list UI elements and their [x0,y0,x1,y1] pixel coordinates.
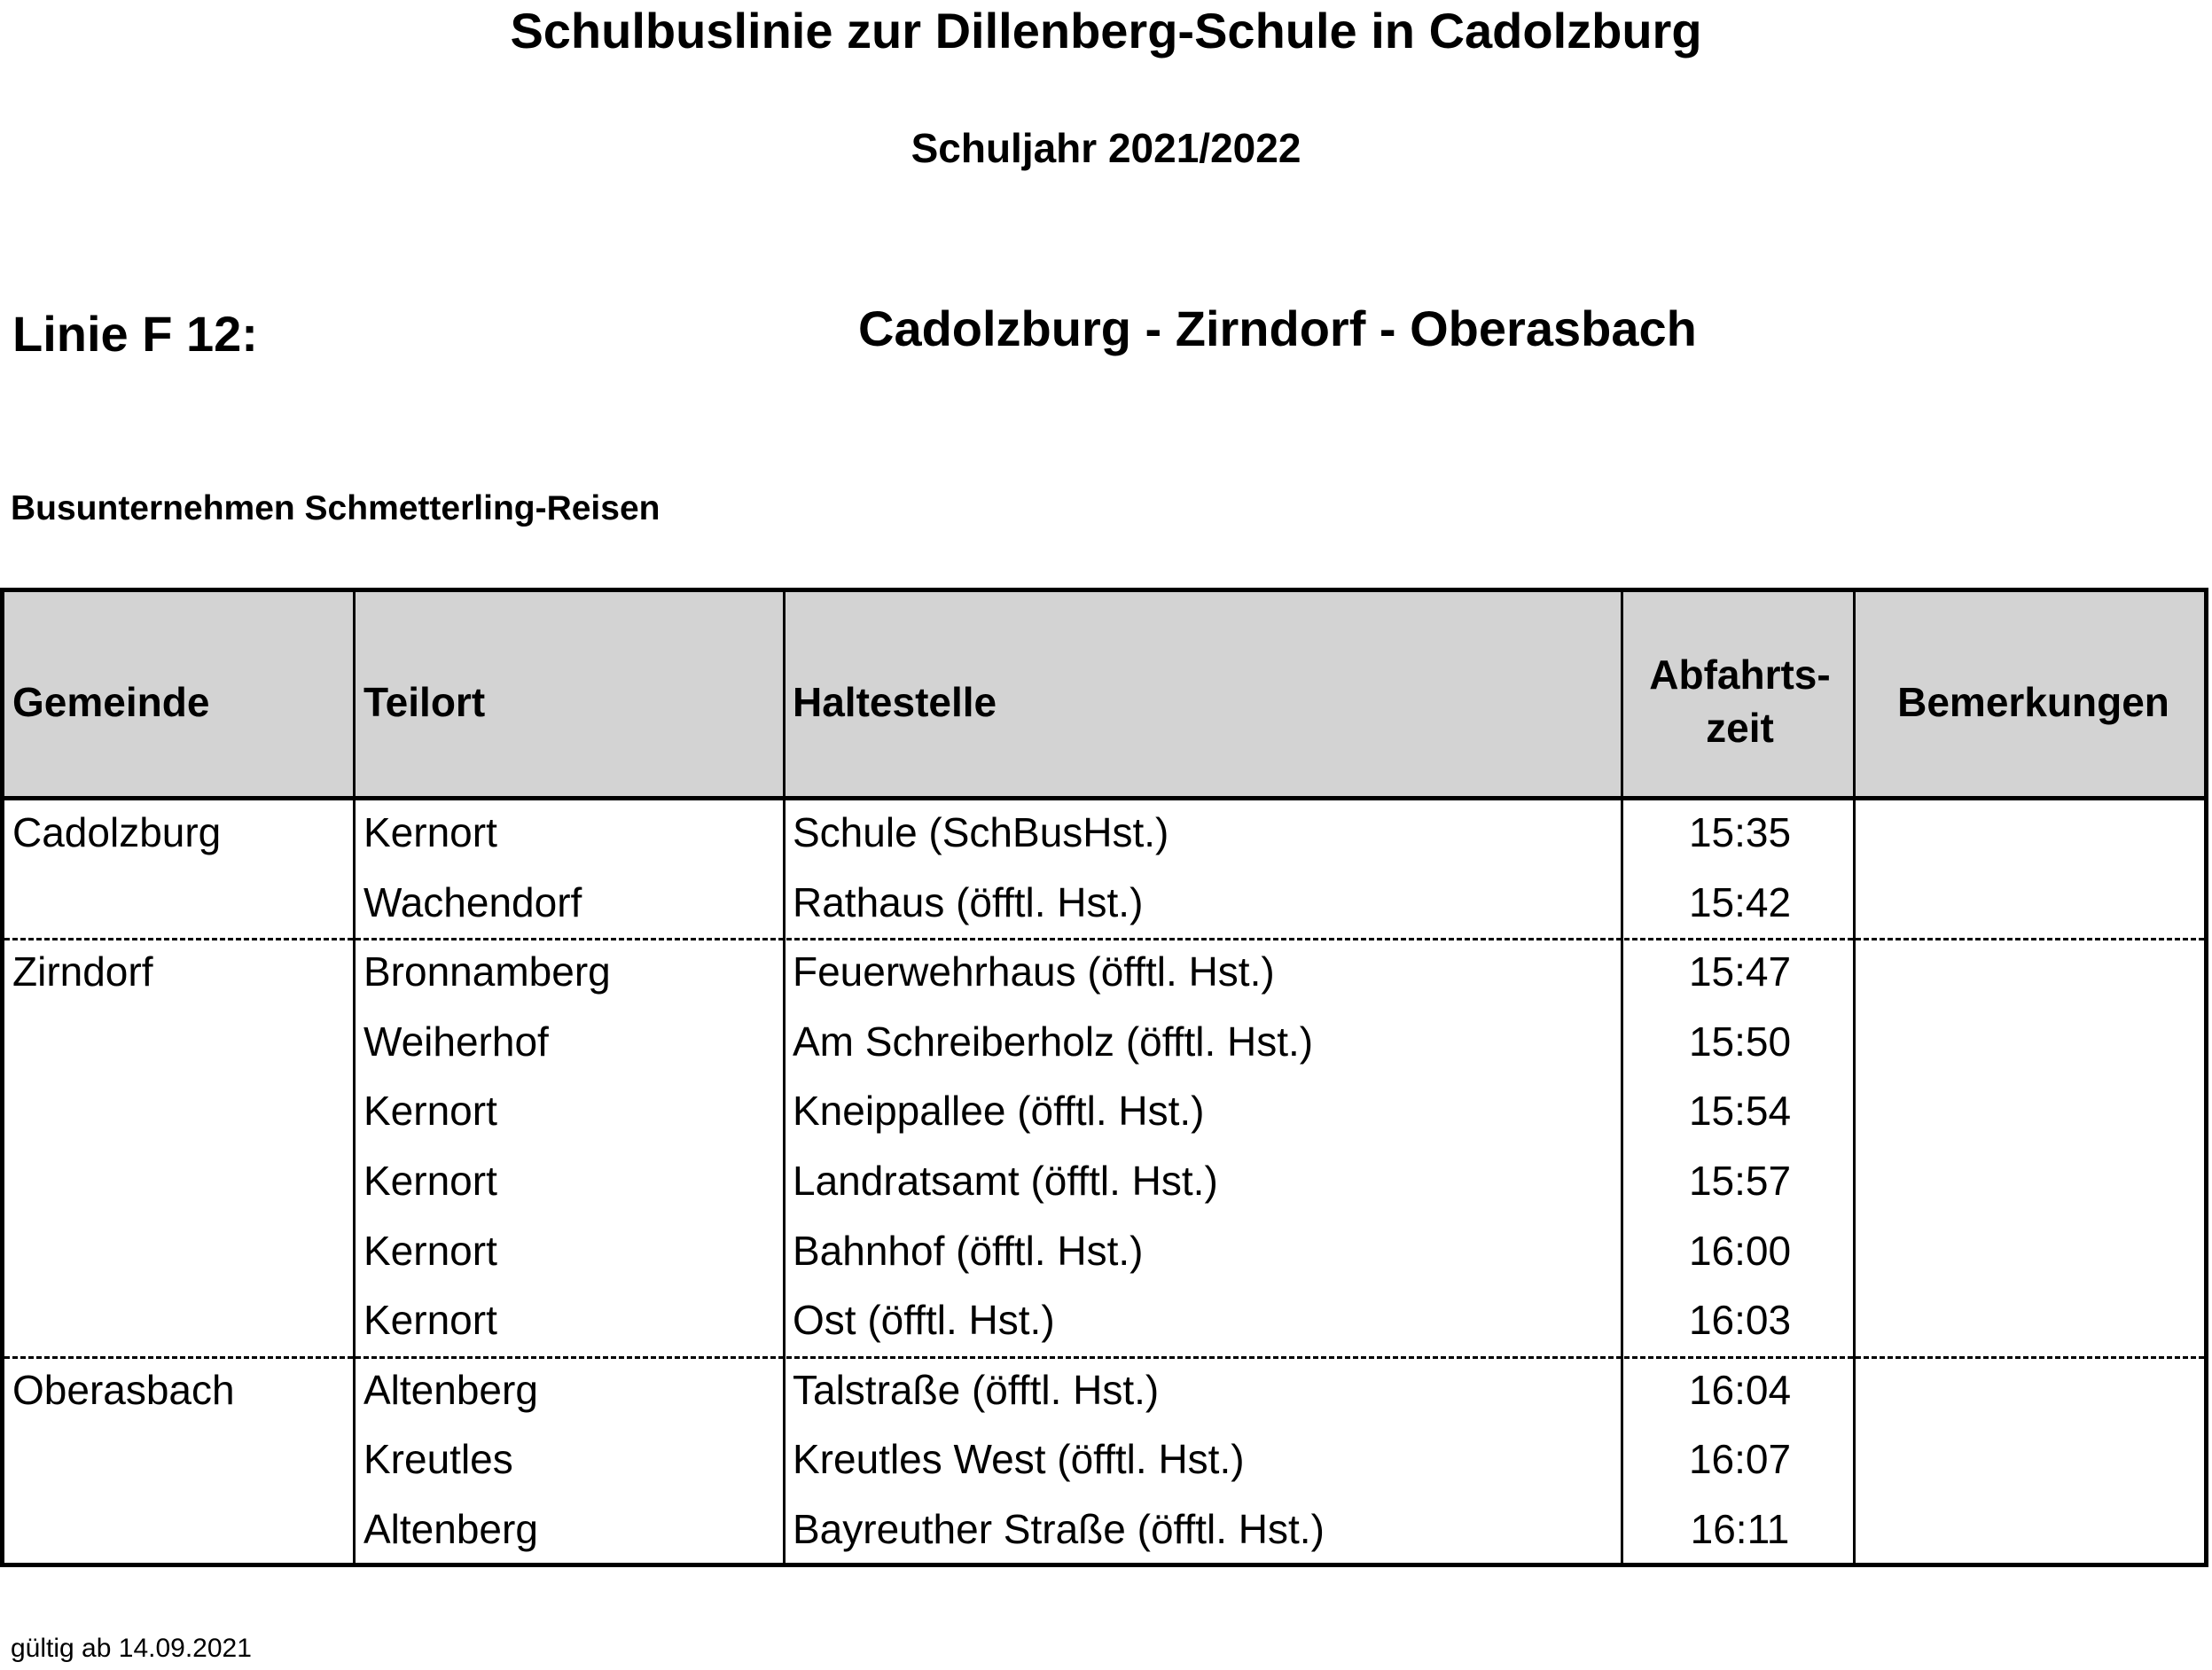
cell-haltestelle: Rathaus (öfftl. Hst.) [793,878,1144,925]
col-header-teilort: Teilort [363,679,486,725]
cell-abfahrtszeit: 16:07 [1688,1436,1792,1483]
document-title-text: Schulbuslinie zur Dillenberg-Schule in Cadolzburg [510,3,1702,59]
col-header-abfahrtszeit-line1: Abfahrts- [1649,652,1831,698]
col-header-gemeinde: Gemeinde [12,679,210,725]
cell-haltestelle: Kneippallee (öfftl. Hst.) [793,1088,1205,1135]
valid-from-note: gültig ab 14.09.2021 [11,1634,252,1663]
cell-teilort: Kernort [363,1297,497,1344]
bus-company: Busunternehmen Schmetterling-Reisen [11,489,660,527]
col-header-haltestelle: Haltestelle [793,679,997,725]
cell-teilort: Kernort [363,1088,497,1135]
table-row [4,1079,2204,1149]
table-row [4,800,2204,870]
cell-abfahrtszeit: 16:11 [1690,1506,1790,1552]
cell-gemeinde: Zirndorf [12,948,153,995]
col-header-abfahrtszeit-line2: zeit [1706,705,1774,751]
cell-haltestelle: Talstraße (öfftl. Hst.) [793,1366,1160,1413]
cell-abfahrtszeit: 15:47 [1688,948,1792,995]
line-label: Linie F 12: [12,306,258,362]
table-row [4,1497,2204,1567]
table-row [4,1010,2204,1080]
cell-teilort: Altenberg [363,1506,538,1552]
cell-abfahrtszeit: 16:00 [1688,1227,1792,1274]
route-title: Cadolzburg - Zirndorf - Oberasbach [858,300,1697,356]
cell-teilort: Bronnamberg [363,948,611,995]
col-header-abfahrtszeit [1624,648,1856,754]
cell-abfahrtszeit: 16:04 [1688,1366,1792,1413]
cell-haltestelle: Landratsamt (öfftl. Hst.) [793,1158,1218,1204]
cell-abfahrtszeit: 15:42 [1688,878,1792,925]
cell-haltestelle: Bahnhof (öfftl. Hst.) [793,1227,1144,1274]
cell-gemeinde: Oberasbach [12,1366,235,1413]
cell-haltestelle: Bayreuther Straße (öfftl. Hst.) [793,1506,1325,1552]
school-year: Schuljahr 2021/2022 [911,125,1301,171]
cell-gemeinde: Cadolzburg [12,809,222,855]
cell-teilort: Kernort [363,1158,497,1204]
cell-abfahrtszeit: 15:54 [1688,1088,1792,1135]
table-row [4,940,2204,1010]
table-row [4,870,2204,940]
cell-haltestelle: Am Schreiberholz (öfftl. Hst.) [793,1018,1314,1065]
table-row [4,1219,2204,1289]
table-row [4,1288,2204,1358]
table-row [4,1427,2204,1497]
cell-teilort: Kernort [363,809,497,855]
cell-abfahrtszeit: 15:50 [1688,1018,1792,1065]
cell-abfahrtszeit: 15:35 [1688,809,1792,855]
cell-abfahrtszeit: 15:57 [1688,1158,1792,1204]
cell-haltestelle: Ost (öfftl. Hst.) [793,1297,1055,1344]
cell-teilort: Wachendorf [363,878,582,925]
cell-teilort: Kreutles [363,1436,513,1483]
cell-haltestelle: Kreutles West (öfftl. Hst.) [793,1436,1245,1483]
cell-teilort: Weiherhof [363,1018,549,1065]
cell-teilort: Kernort [363,1227,497,1274]
cell-abfahrtszeit: 16:03 [1688,1297,1792,1344]
cell-haltestelle: Feuerwehrhaus (öfftl. Hst.) [793,948,1275,995]
cell-haltestelle: Schule (SchBusHst.) [793,809,1169,855]
cell-teilort: Altenberg [363,1366,538,1413]
table-row [4,1358,2204,1428]
table-row [4,1149,2204,1219]
col-header-bemerkungen: Bemerkungen [1897,679,2169,725]
timetable [0,588,2208,1567]
table-header [4,592,2204,800]
